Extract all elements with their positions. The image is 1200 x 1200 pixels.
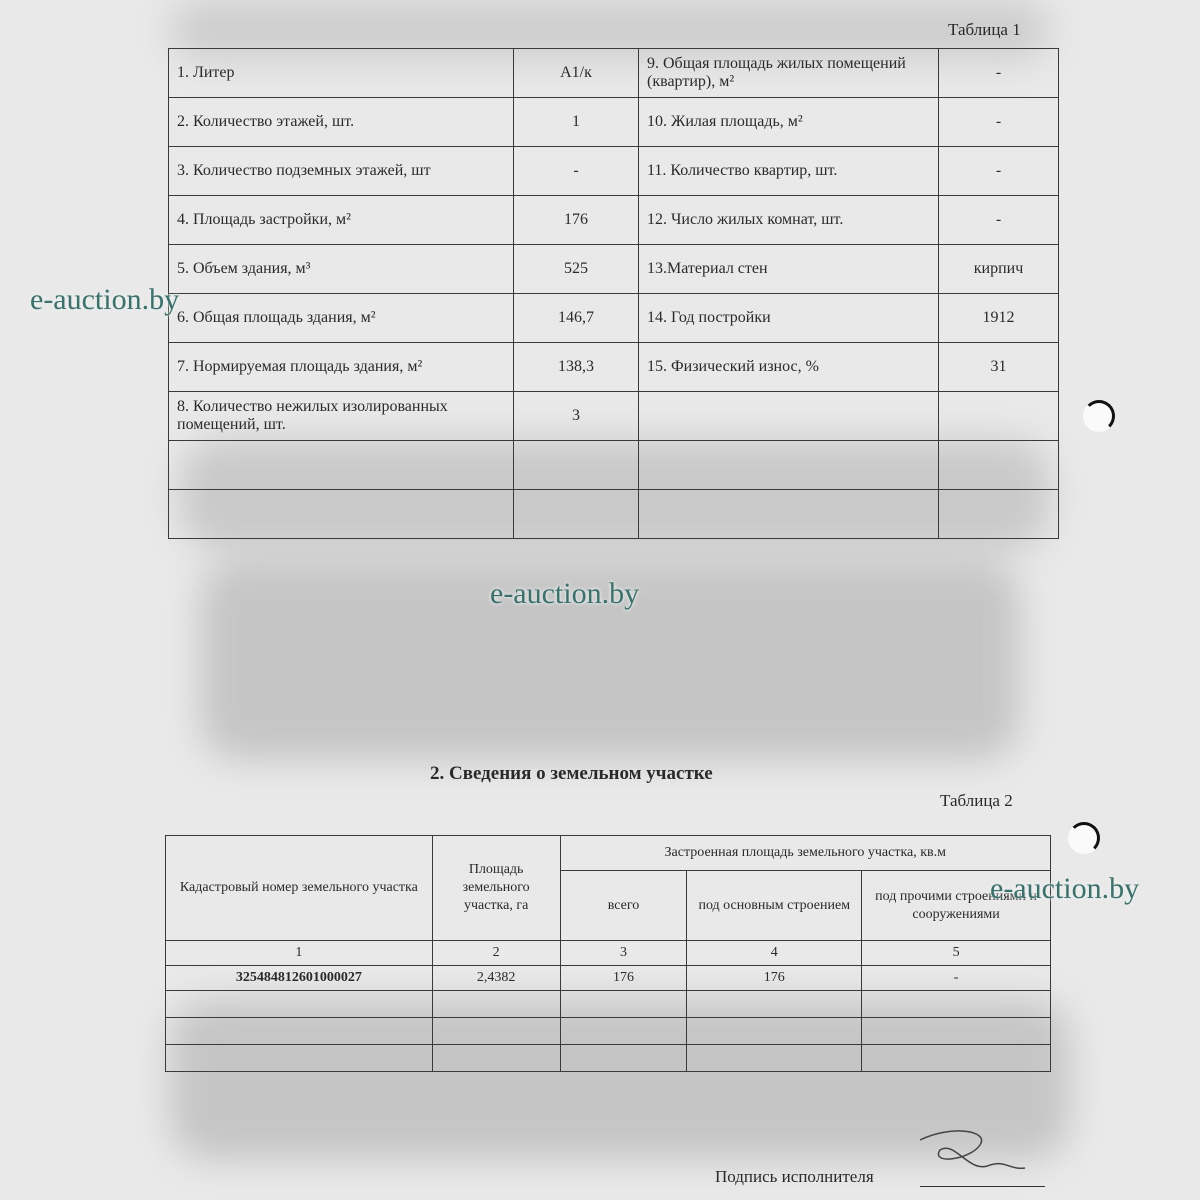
punch-hole <box>1068 822 1100 854</box>
watermark: e-auction.by <box>490 577 640 610</box>
row-label: 2. Количество этажей, шт. <box>169 98 514 147</box>
built-other: - <box>862 966 1051 991</box>
table2-caption: Таблица 2 <box>940 791 1013 810</box>
section2-title: 2. Сведения о земельном участке <box>430 763 713 784</box>
row-label: 15. Физический износ, % <box>639 343 939 392</box>
row-label: 14. Год постройки <box>639 294 939 343</box>
header-cadastral: Кадастровый номер земельного участка <box>166 836 433 941</box>
empty-cell <box>169 441 514 490</box>
table-row <box>169 147 1059 196</box>
row-value: 1 <box>514 98 639 147</box>
row-value: 31 <box>939 343 1059 392</box>
table-row <box>169 392 1059 441</box>
empty-cell <box>514 490 639 539</box>
punch-hole <box>1083 400 1115 432</box>
row-value: А1/к <box>514 49 639 98</box>
col-number: 1 <box>166 941 433 966</box>
table-row <box>169 343 1059 392</box>
watermark: e-auction.by <box>30 283 180 316</box>
empty-row <box>169 441 1059 490</box>
col-number: 5 <box>862 941 1051 966</box>
empty-cell <box>939 490 1059 539</box>
land-plot-table <box>165 835 1051 1072</box>
table-row <box>169 196 1059 245</box>
table-row <box>169 49 1059 98</box>
table-row <box>169 98 1059 147</box>
row-label: 3. Количество подземных этажей, шт <box>169 147 514 196</box>
row-label: 11. Количество квартир, шт. <box>639 147 939 196</box>
row-label: 9. Общая площадь жилых помещений (квартир), м² <box>639 49 939 98</box>
row-value: 146,7 <box>514 294 639 343</box>
header-built-area: Застроенная площадь земельного участка, кв.м <box>560 836 1050 871</box>
row-value: кирпич <box>939 245 1059 294</box>
cadastral-number: 325484812601000027 <box>166 966 433 991</box>
empty-cell <box>639 441 939 490</box>
row-value <box>939 392 1059 441</box>
row-label: 7. Нормируемая площадь здания, м² <box>169 343 514 392</box>
row-value: - <box>939 196 1059 245</box>
row-label <box>639 392 939 441</box>
col-number: 2 <box>432 941 560 966</box>
row-value: 525 <box>514 245 639 294</box>
row-label: 10. Жилая площадь, м² <box>639 98 939 147</box>
row-label: 12. Число жилых комнат, шт. <box>639 196 939 245</box>
empty-cell <box>639 490 939 539</box>
empty-row <box>166 1018 1051 1045</box>
row-value: - <box>939 98 1059 147</box>
built-total: 176 <box>560 966 687 991</box>
empty-row <box>169 490 1059 539</box>
building-info-table <box>168 48 1059 539</box>
row-label: 13.Материал стен <box>639 245 939 294</box>
table-row <box>166 966 1051 991</box>
empty-cell <box>169 490 514 539</box>
row-label: 1. Литер <box>169 49 514 98</box>
col-number: 4 <box>687 941 862 966</box>
empty-row <box>166 1045 1051 1072</box>
table-row <box>169 245 1059 294</box>
signature-image <box>910 1120 1030 1190</box>
header-other-buildings: под прочими строениями и сооружениями <box>862 871 1051 941</box>
row-value: - <box>939 147 1059 196</box>
table-row <box>169 294 1059 343</box>
row-value: 138,3 <box>514 343 639 392</box>
row-value: 176 <box>514 196 639 245</box>
built-main: 176 <box>687 966 862 991</box>
row-label: 5. Объем здания, м³ <box>169 245 514 294</box>
table1-caption: Таблица 1 <box>948 20 1021 39</box>
row-label: 4. Площадь застройки, м² <box>169 196 514 245</box>
row-label: 8. Количество нежилых изолированных помещений, шт. <box>169 392 514 441</box>
header-area: Площадь земельного участка, га <box>432 836 560 941</box>
row-value: - <box>939 49 1059 98</box>
row-value: 1912 <box>939 294 1059 343</box>
empty-cell <box>514 441 639 490</box>
row-value: 3 <box>514 392 639 441</box>
header-main-building: под основным строением <box>687 871 862 941</box>
empty-cell <box>939 441 1059 490</box>
watermark: e-auction.by <box>990 872 1140 905</box>
col-number: 3 <box>560 941 687 966</box>
empty-row <box>166 991 1051 1018</box>
plot-area: 2,4382 <box>432 966 560 991</box>
row-value: - <box>514 147 639 196</box>
header-total: всего <box>560 871 687 941</box>
row-label: 6. Общая площадь здания, м² <box>169 294 514 343</box>
signature-label: Подпись исполнителя <box>715 1167 874 1186</box>
